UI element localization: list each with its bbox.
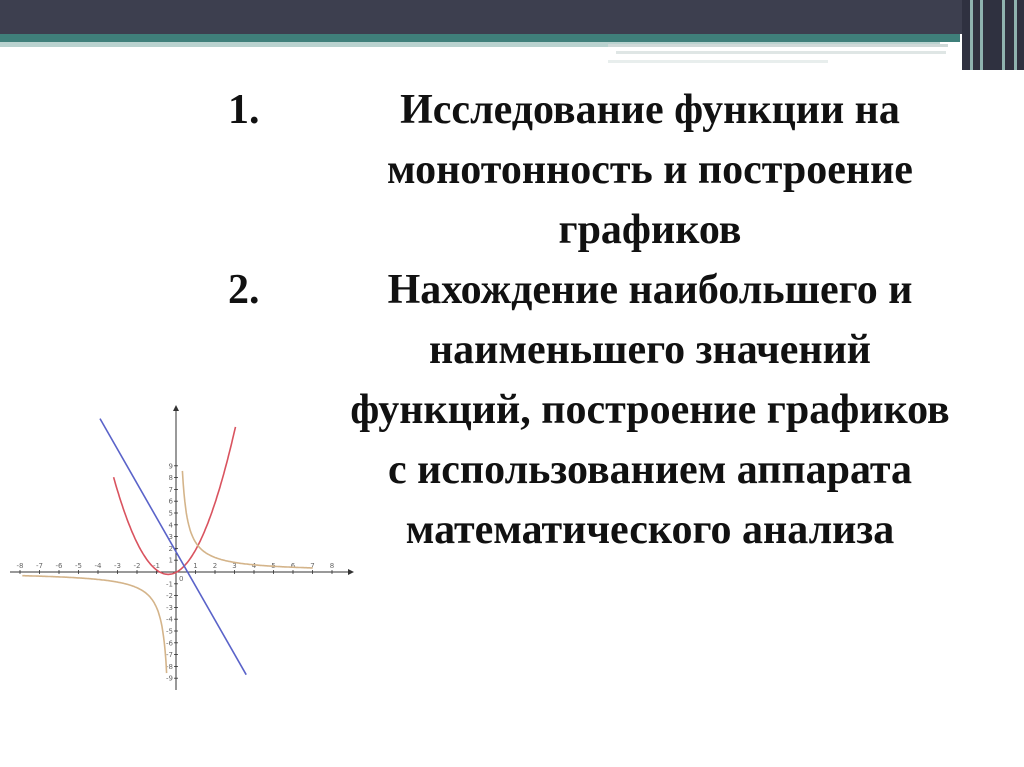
x-tick-label: 1 (193, 562, 198, 570)
function-graphs-image (8, 405, 358, 695)
x-tick-label: -6 (55, 562, 63, 570)
header-bar (0, 0, 1024, 34)
text-line: математического анализа (405, 507, 895, 553)
x-tick-label: 7 (310, 562, 315, 570)
text-line: с использованием аппарата (387, 447, 913, 493)
y-tick-label: -5 (166, 627, 173, 636)
y-tick-label: -1 (166, 580, 173, 589)
list-item-text (300, 80, 1000, 260)
text-line: Исследование функции на (400, 87, 900, 133)
y-tick-label: 4 (168, 521, 173, 530)
x-tick-label: -8 (16, 562, 24, 570)
hyperbola-right-branch (182, 471, 315, 570)
y-axis-arrow (173, 405, 179, 411)
y-tick-label: 6 (168, 497, 173, 506)
x-tick-label: -1 (153, 562, 160, 570)
y-tick-label: -2 (166, 592, 173, 601)
x-tick-label: 4 (251, 562, 257, 570)
parabola-curve (114, 427, 236, 575)
x-tick-label: -5 (75, 562, 82, 570)
list-item-number: 2. (228, 267, 260, 313)
header-corner-accent (962, 0, 1024, 70)
y-tick-label: -9 (166, 674, 173, 683)
list-item-1 (210, 80, 1000, 260)
y-tick-label: 5 (168, 509, 173, 518)
text-line: монотонность и построение (387, 147, 913, 193)
text-line: Нахождение наибольшего и (387, 267, 913, 313)
list-item-text (300, 260, 1000, 560)
y-tick-label: 1 (168, 556, 173, 565)
text-line: графиков (558, 207, 742, 253)
list-item-number: 1. (228, 87, 260, 133)
origin-label: 0 (179, 575, 184, 583)
header-teal-stripe (0, 34, 960, 42)
text-line: наименьшего значений (428, 327, 871, 373)
y-tick-label: -8 (166, 662, 173, 671)
text-line: функций, построение графиков (350, 387, 950, 433)
x-tick-label: 6 (290, 562, 296, 570)
y-tick-label: -7 (166, 651, 173, 660)
x-axis-arrow (348, 569, 354, 575)
y-tick-label: 3 (168, 533, 173, 542)
y-tick-label: -4 (166, 615, 173, 624)
y-tick-label: 2 (168, 544, 173, 553)
x-tick-label: -3 (114, 562, 121, 570)
x-tick-label: -2 (133, 562, 141, 570)
y-tick-label: 9 (168, 462, 173, 471)
x-tick-label: 2 (212, 562, 218, 570)
y-tick-label: 8 (168, 474, 173, 483)
x-tick-label: 8 (329, 562, 335, 570)
hyperbola-left-branch (22, 576, 166, 673)
x-tick-label: 5 (271, 562, 276, 570)
x-tick-label: 3 (232, 562, 237, 570)
header-fold-decoration (608, 44, 960, 64)
y-tick-label: -6 (166, 639, 173, 648)
linear-function-line (100, 419, 246, 675)
x-tick-label: -7 (36, 562, 43, 570)
y-tick-label: -3 (166, 603, 173, 612)
x-tick-label: -4 (94, 562, 102, 570)
y-tick-label: 7 (168, 485, 173, 494)
